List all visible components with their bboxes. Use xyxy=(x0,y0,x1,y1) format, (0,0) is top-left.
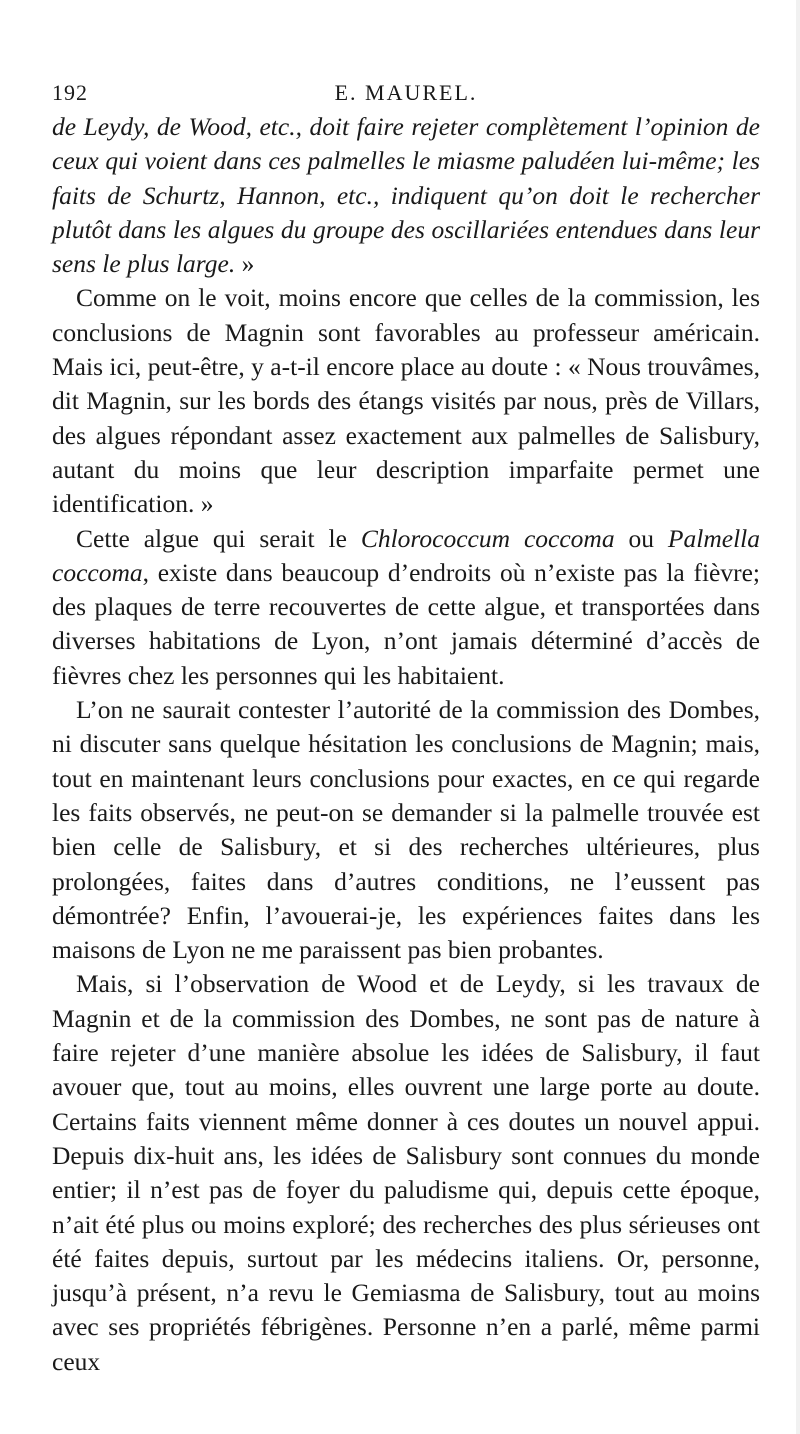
paragraph-1 xyxy=(52,110,760,281)
paragraph-3 xyxy=(52,522,760,693)
paragraph-2: Comme on le voit, moins encore que celles de la commission, les conclusions de Magnin sont favorables au professeur américain. Mais ici, peut-être, y a-t-il encore place au doute : « Nous trouvâmes, dit Magnin, sur les bords des étangs visités par nous, près de Villars, des algues répondant assez exactement aux palmelles de Salisbury, autant du moins que leur description imparfaite permet une identification. » xyxy=(52,283,760,519)
paragraph-3-before: Cette algue qui serait le xyxy=(76,523,361,553)
page-header xyxy=(52,72,760,112)
italic-quote: de Leydy, de Wood, etc., doit faire rejeter complètement l’opinion de ceux qui voient dans ces palmelles le miasme paludéen lui-même; les faits de Schurtz, Hannon, etc., indiquent qu’on doit le rechercher plutôt dans les algues du groupe des oscillariées entendues dans leur sens le plus large. xyxy=(52,112,760,279)
paragraph-3-after: , existe dans beaucoup d’endroits où n’existe pas la fièvre; des plaques de terre recouvertes de cette algue, et transportées dans diverses habitations de Lyon, n’ont jamais déterminé d’accès de fièvres chez les personnes qui les habitaient. xyxy=(52,557,760,690)
page-edge-shadow xyxy=(796,0,800,1434)
book-page xyxy=(52,72,760,1376)
running-head: E. MAUREL. xyxy=(334,80,478,105)
paragraph-3-middle: ou xyxy=(614,523,668,553)
species-name-1: Chlorococcum coccoma xyxy=(360,523,615,553)
body-text xyxy=(52,110,760,1379)
species-name-2: Palmella coccoma xyxy=(52,523,760,587)
page-number: 192 xyxy=(52,80,88,105)
paragraph-5: Mais, si l’observation de Wood et de Leydy, si les travaux de Magnin et de la commission des Dombes, ne sont pas de nature à faire rejeter d’une manière absolue les idées de Salisbury, il faut avouer que, tout au moins, elles ouvrent une large porte au doute. Certains faits viennent même donner à ces doutes un nouvel appui. Depuis dix-huit ans, les idées de Salisbury sont connues du monde entier; il n’est pas de foyer du paludisme qui, depuis cette époque, n’ait été plus ou moins exploré; des recherches des plus sérieuses ont été faites depuis, surtout par les médecins italiens. Or, personne, jusqu’à présent, n’a revu le Gemiasma de Salisbury, tout au moins avec ses propriétés fébrigènes. Personne n’en a parlé, même parmi ceux xyxy=(52,969,760,1376)
paragraph-4: L’on ne saurait contester l’autorité de la commission des Dombes, ni discuter sans quelque hésitation les conclusions de Magnin; mais, tout en maintenant leurs conclusions pour exactes, en ce qui regarde les faits observés, ne peut-on se demander si la palmelle trouvée est bien celle de Salisbury, et si des recherches ultérieures, plus prolongées, faites dans d’autres conditions, ne l’eussent pas démontrée? Enfin, l’avouerai-je, les expériences faites dans les maisons de Lyon ne me paraissent pas bien probantes. xyxy=(52,695,760,965)
quote-close: » xyxy=(235,249,255,279)
